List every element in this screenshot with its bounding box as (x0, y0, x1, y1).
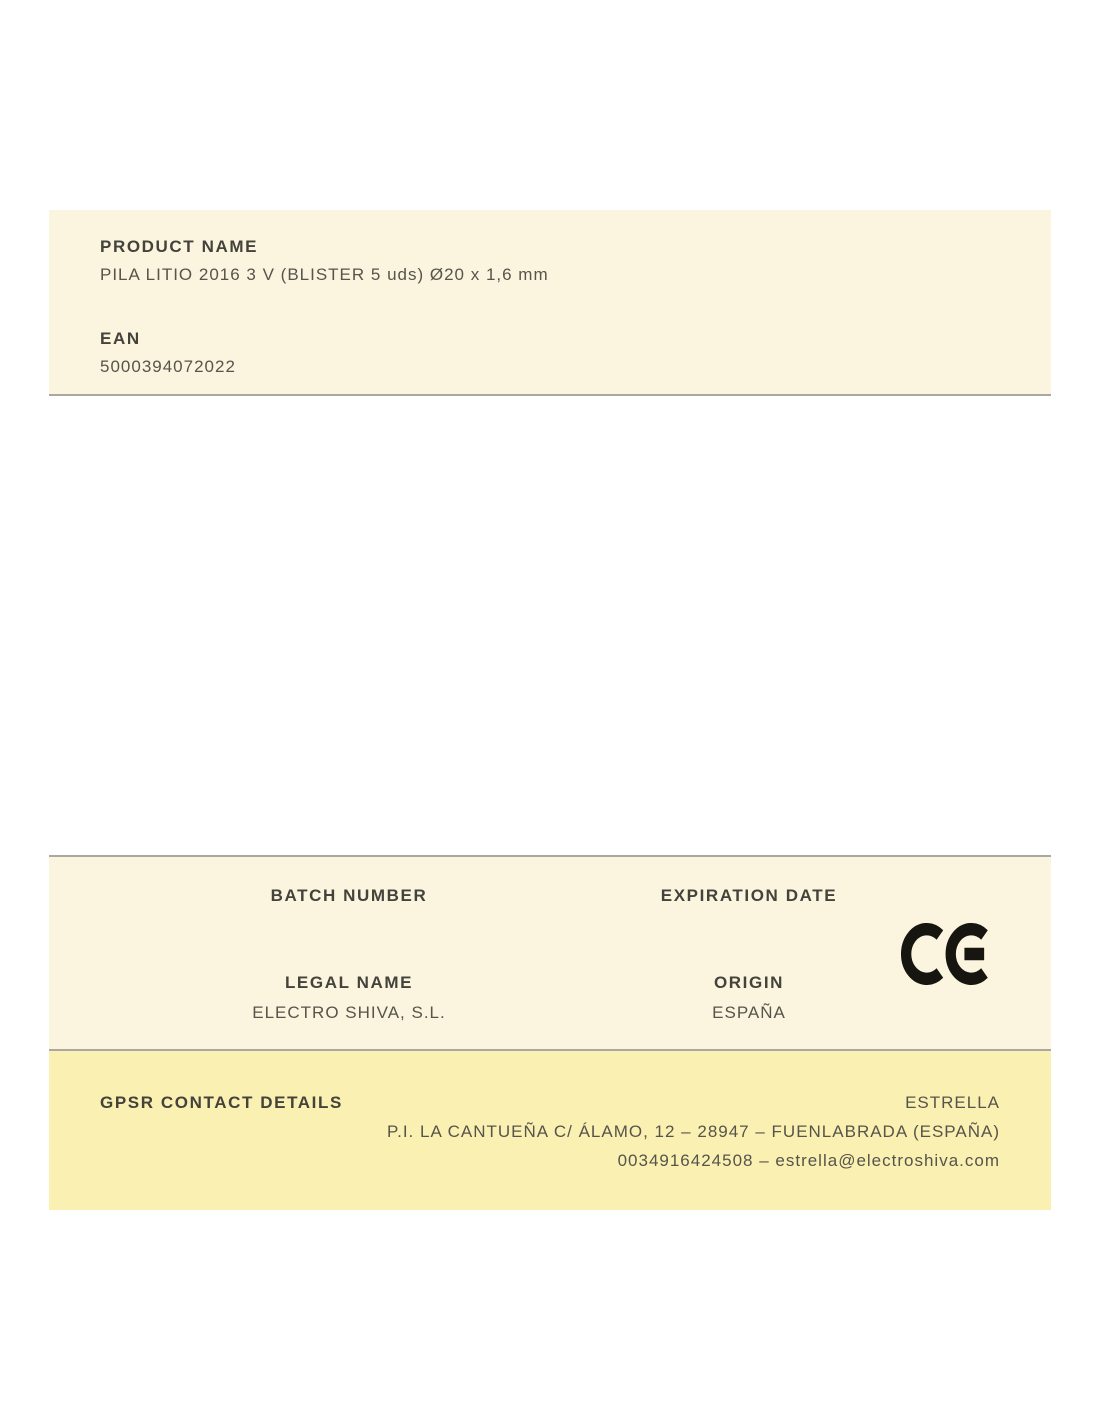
gpsr-contact-card (49, 1051, 1051, 1210)
ean-value: 5000394072022 (100, 357, 236, 376)
legal-name-field (149, 973, 549, 1023)
origin-value: ESPAÑA (712, 1003, 786, 1022)
gpsr-address-value: P.I. LA CANTUEÑA C/ ÁLAMO, 12 – 28947 – FUENLABRADA (ESPAÑA) (386, 1122, 1000, 1141)
batch-expiration-row (149, 886, 949, 906)
legal-name-label: LEGAL NAME (284, 973, 414, 992)
ean-label: EAN (100, 329, 141, 348)
legal-name-value: ELECTRO SHIVA, S.L. (252, 1003, 446, 1022)
gpsr-company-value: ESTRELLA (905, 1093, 1000, 1112)
origin-label: ORIGIN (713, 973, 785, 992)
gpsr-contact-label: GPSR CONTACT DETAILS (100, 1093, 343, 1112)
gpsr-header-row (100, 1093, 1000, 1113)
expiration-date-field (549, 886, 949, 906)
batch-number-field (149, 886, 549, 906)
product-info-card (49, 210, 1051, 396)
ce-mark-icon (901, 923, 997, 985)
traceability-card (49, 855, 1051, 1051)
legal-origin-row (149, 973, 949, 1023)
product-name-value: PILA LITIO 2016 3 V (BLISTER 5 uds) Ø20 x 1,6 mm (100, 265, 549, 284)
origin-field (549, 973, 949, 1023)
batch-number-label: BATCH NUMBER (270, 886, 428, 905)
ean-field (100, 329, 1000, 377)
product-name-field (100, 237, 1000, 285)
expiration-date-label: EXPIRATION DATE (660, 886, 838, 905)
gpsr-phone-email-value: 0034916424508 – estrella@electroshiva.com (617, 1151, 1000, 1170)
product-name-label: PRODUCT NAME (100, 237, 259, 256)
